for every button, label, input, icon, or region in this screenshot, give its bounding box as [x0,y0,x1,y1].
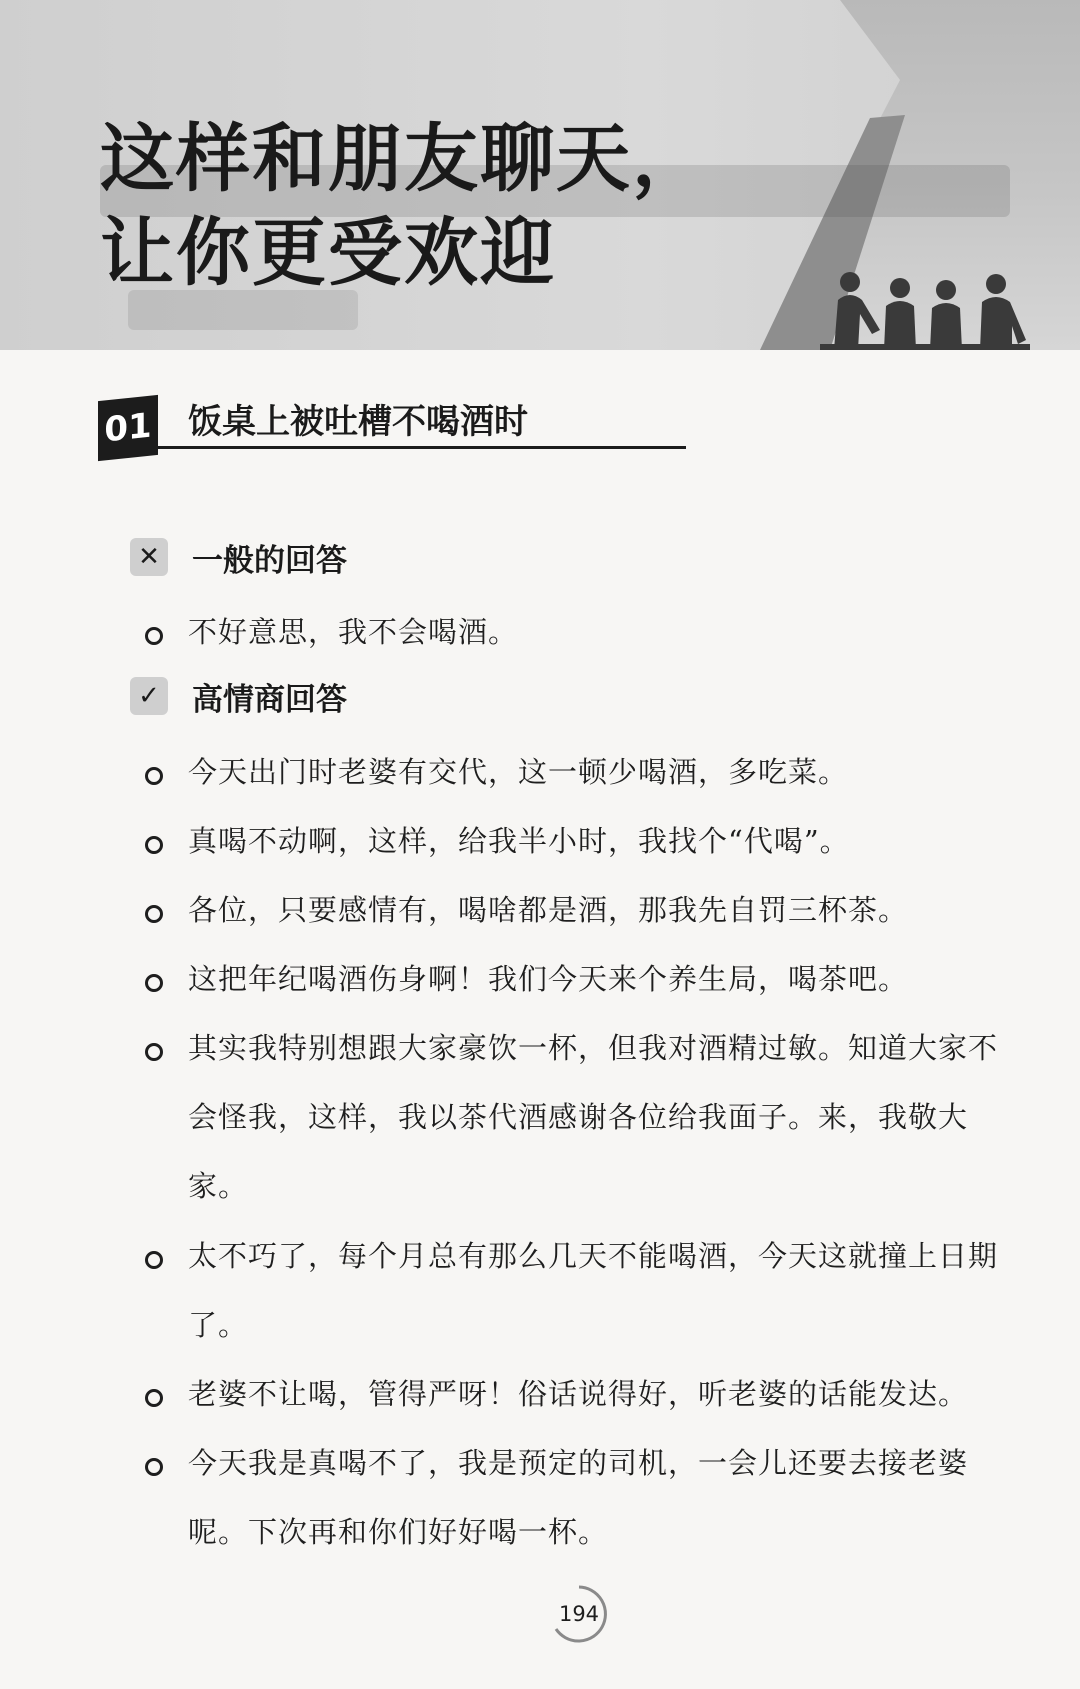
bullet-circle-icon [145,1043,163,1061]
page-number-badge [548,1583,610,1645]
checkmark-icon: ✓ [130,677,168,715]
bullet-circle-icon [145,1389,163,1407]
list-item-text: 不好意思，我不会喝酒。 [188,615,519,649]
page-number: 194 [558,1602,600,1626]
list-item-text: 今天我是真喝不了，我是预定的司机，一会儿还要去接老婆呢。下次再和你们好好喝一杯。 [188,1446,969,1549]
section-number-badge: 01 [98,395,158,461]
list-item-text: 今天出门时老婆有交代，这一顿少喝酒，多吃菜。 [188,755,849,789]
smart-answer-heading [130,676,347,716]
bullet-circle-icon [145,974,163,992]
normal-answer-label: 一般的回答 [192,542,347,579]
bullet-circle-icon [145,1458,163,1476]
section-underline [158,446,686,449]
list-item-text: 各位，只要感情有，喝啥都是酒，那我先自罚三杯茶。 [188,893,909,927]
normal-answer-heading [130,537,347,577]
page-title [100,112,708,300]
page-title-line-2: 让你更受欢迎 [100,210,556,296]
list-item-text: 其实我特别想跟大家豪饮一杯，但我对酒精过敏。知道大家不会怪我，这样，我以茶代酒感谢各位给我面子。来，我敬大家。 [188,1031,999,1203]
bullet-circle-icon [145,836,163,854]
people-silhouette-icon [820,270,1030,350]
list-item-text: 这把年纪喝酒伤身啊！我们今天来个养生局，喝茶吧。 [188,962,909,996]
smart-answer-label: 高情商回答 [192,681,347,718]
list-item-text: 老婆不让喝，管得严呀！俗话说得好，听老婆的话能发达。 [188,1377,969,1411]
chapter-header [0,0,1080,350]
list-item-text: 真喝不动啊，这样，给我半小时，我找个“代喝”。 [188,824,850,858]
bullet-circle-icon [145,1251,163,1269]
section-title: 饭桌上被吐槽不喝酒时 [188,402,528,442]
list-item-text: 太不巧了，每个月总有那么几天不能喝酒，今天这就撞上日期了。 [188,1239,999,1342]
bullet-circle-icon [145,627,163,645]
bullet-circle-icon [145,767,163,785]
cross-icon: ✕ [130,538,168,576]
page-title-line-1: 这样和朋友聊天， [100,116,708,202]
bullet-circle-icon [145,905,163,923]
